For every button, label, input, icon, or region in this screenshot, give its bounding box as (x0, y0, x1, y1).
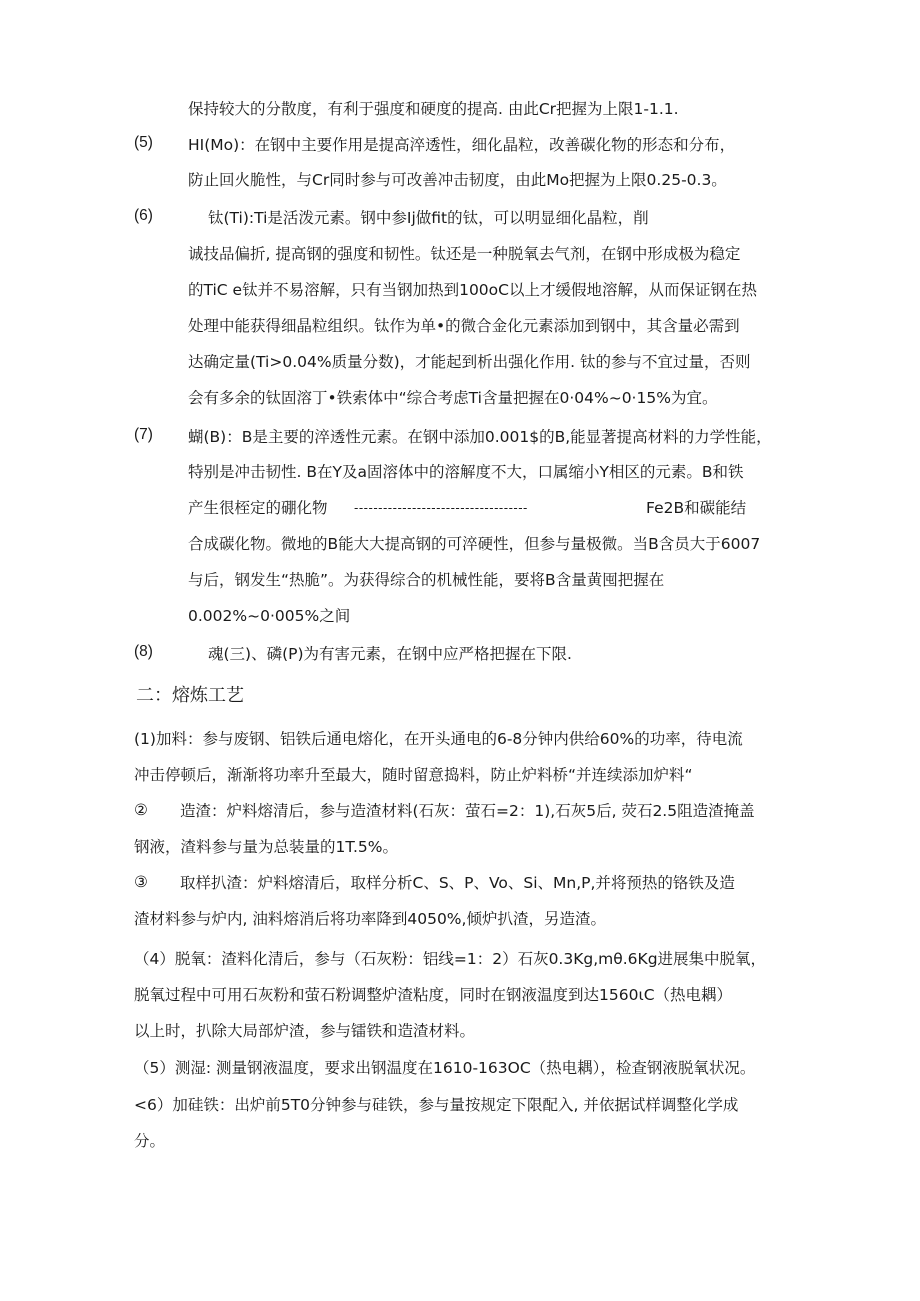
item-7-line-3b: Fe2B和碳能结 (646, 499, 747, 517)
item-7-line-4: 合成碳化物。微地的B能大大提高钢的可淬硬性，但参与量极微。当B含员大于6007 (188, 535, 761, 553)
item-7-line-3a: 产生很桎定的硼化物 (188, 499, 328, 517)
item-7-number: (7) (134, 426, 153, 443)
cr-intro-line: 保持较大的分散度，有利于强度和硬度的提高. 由此Cr把握为上限1-1.1. (188, 100, 679, 118)
item-6-line-6: 会有多余的钛固溶丁•铁索体中“综合考虑Ti含量把握在0·04%~0·15%为宜。 (188, 389, 718, 407)
item-5-number: (5) (134, 134, 153, 151)
item-5-line-1: HI(Mo)：在钢中主要作用是提高淬透性，细化晶粒，改善碳化物的形态和分布， (188, 136, 736, 154)
step-6-line-1: <6）加硅铁：出炉前5T0分钟参与硅铁，参与量按规定下限配入, 并依据试样调整化学成 (134, 1096, 739, 1114)
step-2-number: ② (134, 802, 148, 819)
step-5-line-1: （5）测湿: 测量钢液温度，要求出钢温度在1610-163OC（热电耦），检查钢液脱氧状况。 (134, 1059, 756, 1077)
item-8-line-1: 魂(三)、磷(P)为有害元素，在钢中应严格把握在下限. (208, 645, 572, 663)
item-6-line-1: 钛(Ti):Ti是活泼元素。钢中参Ij做fit的钛，可以明显细化晶粒，削 (208, 209, 649, 227)
item-8-number: (8) (134, 643, 153, 660)
item-7-dash-leader: ------------------------------------ (354, 501, 528, 515)
step-4-line-3: 以上时，扒除大局部炉渣，参与镭铁和造渣材料。 (134, 1022, 476, 1040)
step-6-line-2: 分。 (134, 1132, 166, 1150)
step-4-line-2: 脱氧过程中可用石灰粉和萤石粉调整炉渣粘度，同时在钢液温度到达1560ιC（热电耦） (134, 986, 733, 1004)
section-heading-smelting: 二：熔炼工艺 (136, 685, 244, 706)
item-6-number: (6) (134, 207, 153, 224)
item-7-line-1: 蝴(B)：B是主要的淬透性元素。在钢中添加0.001$的B,能显著提高材料的力学性能， (188, 428, 772, 446)
step-3-number: ③ (134, 874, 148, 891)
item-6-line-5: 达确定量(Ti>0.04%质量分数)，才能起到析出强化作用. 钛的参与不宜过量，否则 (188, 353, 751, 371)
item-5-line-2: 防止回火脆性，与Cr同时参与可改善冲击韧度，由此Mo把握为上限0.25-0.3。 (188, 171, 727, 189)
step-3-line-1: 取样扒渣：炉料熔清后，取样分析C、S、P、Vo、Si、Mn,P,并将预热的铬铁及造 (180, 874, 735, 892)
step-4-line-1: （4）脱氧：渣料化清后，参与（石灰粉：铝线=1：2）石灰0.3Kg,mθ.6Kg进展集中脱氧， (134, 950, 767, 968)
item-6-line-4: 处理中能获得细晶粒组织。钛作为单•的微合金化元素添加到钢中，其含量必需到 (188, 317, 740, 335)
item-6-line-2: 诚技品偏折, 提高钢的强度和韧性。钛还是一种脱氧去气剂，在钢中形成极为稳定 (188, 245, 741, 263)
item-7-line-2: 特别是冲击韧性. B在Y及a固溶体中的溶解度不大，口属缩小Y相区的元素。B和铁 (188, 463, 744, 481)
step-3-line-2: 渣材料参与炉内, 油料熔消后将功率降到4050%,倾炉扒渣，另造渣。 (134, 910, 606, 928)
item-6-line-3: 的TiC e钛并不易溶解，只有当钢加热到100oC以上才缓假地溶解，从而保证钢在热 (188, 281, 757, 299)
step-1-line-2: 冲击停顿后，渐渐将功率升至最大，随时留意捣料，防止炉料桥“并连续添加炉料“ (134, 766, 693, 784)
item-7-line-6: 0.002%~0·005%之间 (188, 607, 351, 625)
step-2-line-2: 钢液，渣料参与量为总装量的1T.5%。 (134, 838, 399, 856)
step-2-line-1: 造渣：炉料熔清后，参与造渣材料(石灰：萤石=2：1),石灰5后, 荧石2.5阻造渣掩盖 (180, 802, 755, 820)
step-1-line-1: (1)加料：参与废钢、铝铁后通电熔化，在开头通电的6-8分钟内供给60%的功率，待电流 (134, 730, 743, 748)
item-7-line-5: 与后，钢发生“热脆”。为获得综合的机械性能，要将B含量黄囤把握在 (188, 571, 665, 589)
